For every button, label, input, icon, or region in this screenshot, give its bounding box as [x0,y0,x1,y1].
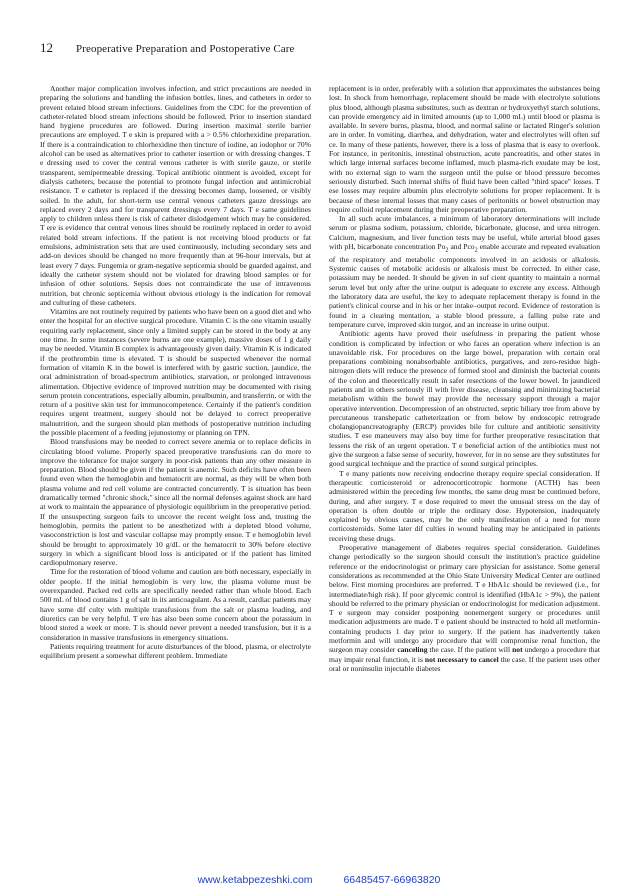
paragraph: T e many patients now receiving endocrine therapy require special consideration. If therapeutic corticosteroid or adrenocorticotropic hormone (ACTH) has been administered within the preceding few months, the same drug must be continued before, during, and after surgery. T e dose required to meet the unusual stress on the day of operation is often double or triple the ordinary dose. Hypotension, inadequately explained by obvious causes, may be the only manifestation of a need for more corticosteroids. Some later dif culties in wound healing may be anticipated in patients receiving these drugs. [329,468,600,543]
page-header [40,40,600,56]
paragraph: Patients requiring treatment for acute disturbances of the blood, plasma, or electrolyte equilibrium present a somewhat different problem. Immediate [40,641,311,661]
text-run: In all such acute imbalances, a minimum of laboratory determinations will include serum or plasma sodium, potassium, chloride, bicarbonate, glucose, and urea nitrogen. Calcium, magnesium, and liver function tests may be useful, while arterial blood gases with pH, bicarbonate concentration Po [329,214,600,252]
text-run: Preoperative management of diabetes requires special consideration. Guidelines change periodically so the surgeon should consult the institution's practice guideline reference or the endocrinologist or primary care physician for assistance. Some general considerations as recommended at the Ohio State University Medical Center are outlined below. First morning procedures are preferred. T e HbA1c should be reviewed (i.e., for intermediate/high risk). If poor glycemic control is identified (HbA1c > 9%), the patient should be referred to the primary physician or endocrinologist for medication adjustment. T e surgeon may consider postponing nonemergent surgery or procedures until medication adjustments are made. T e patient should be instructed to hold all metformin-containing products 1 day prior to surgery. If the patient has inadvertently taken metformin and will undergo any procedure that will compromise renal function, the surgeon may consider [329,543,600,655]
bold-text: not necessary to cancel [424,654,499,664]
text-run: the case. If the patient will [427,645,513,655]
paragraph: replacement is in order, preferably with a solution that approximates the substances being lost. In shock from hemorrhage, replacement should be made with electrolyte solutions plus blood, although plasma substitutes, such as dextran or hydroxyethyl starch solutions, can provide emergency aid in limited amounts (up to 1,000 mL) until blood or plasma is available. In severe burns, plasma, blood, and normal saline or lactated Ringer's solution are in order. In vomiting, diarrhea, and dehydration, water and electrolytes will often suf ce. In many of these patients, however, there is a loss of plasma that is easy to overlook. For instance, in peritonitis, intestinal obstruction, acute pancreatitis, and other states in which large internal surfaces become inflamed, much plasma-rich exudate may be lost, with no external sign to warn the surgeon until the pulse or blood pressure becomes seriously disturbed. Such internal shifts of fluid have been called "third space" losses. T ese losses may require albumin plus electrolyte solutions for proper replacement. It is because of these internal losses that many cases of peritonitis or bowel obstruction may require colloid replacement during their preoperative preparation. [329,84,600,214]
page-number: 12 [40,40,53,55]
paragraph: Vitamins are not routinely required by patients who have been on a good diet and who enter the hospital for an elective surgical procedure. Vitamin C is the one vitamin usually requiring early replacement, since only a limited supply can be stored in the body at any one time. In some instances (severe burns are one example), massive doses of 1 g daily may be needed. Vitamin B complex is advantageously given daily. Vitamin K is indicated if the prothrombin time is elevated. T is should be suspected whenever the normal formation of vitamin K in the bowel is interfered with by gastric suction, jaundice, the oral administration of broad-spectrum antibiotics, starvation, or prolonged intravenous alimentation. Objective evidence of improved nutrition may be documented with rising serum protein concentrations, especially albumin, prealbumin, and transferrin, or with the return of a positive skin test for immunocompetence. Certainly if the patient's condition requires urgent treatment, surgery should not be delayed to correct preoperative malnutrition, and the surgeon should plan methods of postoperative nutrition including the possible placement of a feeding jejunostomy or planning on TPN. [40,307,311,437]
paragraph: Antibiotic agents have proved their usefulness in preparing the patient whose condition is complicated by infection or who faces an operation where infection is an unavoidable risk. For procedures on the large bowel, preparation with certain oral preparations combining nonabsorbable antibiotics, purgatives, and zero-residue high-nitrogen diets will reduce the presence of formed stool and diminish the bacterial counts of the colon and theoretically result in safer resections of the lower bowel. In jaundiced patients and in others seriously ill with liver disease, cleansing and minimizing bacterial metabolism within the bowel may provide the necessary support through a major operative intervention. Decompression of an obstructed, septic biliary tree from above by percutaneous transhepatic catheterization or from below by endoscopic retrograde cholangiopancreatography (ERCP) provides bile for culture and antibiotic sensitivity studies. T ese maneuvers may also buy time for further preoperative resuscitation that lessens the risk of an urgent operation. T e beneficial action of the antibiotics must not give the surgeon a false sense of security, however, for in no sense are they substitutes for good surgical technique and the practice of sound surgical principles. [329,329,600,469]
subscript: 2 [474,246,478,254]
text-run: undergo a procedure that may impair renal function, it is [329,645,600,664]
text-run: and Pco [448,242,475,252]
footer-website-link[interactable]: www.ketabpezeshki.com [197,874,313,886]
footer-phone: 66485457-66963820 [343,874,441,886]
bold-text: not [512,645,523,655]
paragraph: Another major complication involves infection, and strict precautions are needed in preparing the solutions and handling the infusion bottles, lines, and catheters in order to prevent related blood stream infections. Guidelines from the CDC for the prevention of catheter-related blood stream infections should be followed. Prior to insertion standard hand hygiene procedures are followed. During insertion maximal sterile barrier precautions are employed. T e skin is prepared with a > 0.5% chlorhexidine preparation. If there is a contraindication to chlorhexidine then tincture of iodine, an iodophor or 70% alcohol can be used as alternatives prior to catheter insertion or with dressing changes. T e dressing used to cover the central venous catheter is with sterile gauze, or sterile transparent, semipermeable dressing. Topical antibiotic ointment is avoided, except for dialysis catheters, because the potential to promote fungal infection and antimicrobial resistance. T e catheter is replaced if the dressing becomes damp, loosened, or visibly soiled. In the adult, for short-term use central venous catheters gauze dressings are replaced every 2 days and for transparent dressings every 7 days. T e same guidelines apply to children unless there is risk of catheter dislodgement which may be considered. T ere is evidence that central venous lines should be routinely replaced in order to avoid related bold stream infections. If the patient is not receiving blood products or fat emulsions, administration sets that are used continuously, including secondary sets and add-on devices should be changed no more frequently than at 96-hour intervals, but at least every 7 days. Fungemia or gram-negative septicemia should be guarded against, and ideally the catheter system should not be violated for drawing blood samples or for infusion of other solutions. Sepsis does not contraindicate the use of intravenous nutrition, but chronic septicemia without obvious etiology is the indication for removal and culturing of these catheters. [40,84,311,307]
subscript: 2 [445,246,449,254]
text-run: enable accurate and repeated evaluation of the respiratory and metabolic components involved in an acidosis or alkalosis. Systemic causes of metabolic acidosis or alkalosis must be corrected. In either case, potassium may be needed. It should be given in suf cient quantity to maintain a normal serum level but only after the urine output is adequate to excrete any excess. Although the laboratory data are useful, the key to adequate replacement therapy is found in the patient's clinical course and in his or her intake–output record. Evidence of restoration is found in a clearing mentation, a stable blood pressure, a falling pulse rate and temperature curve, improved skin turgor, and an increase in urine output. [329,242,600,329]
left-column [40,84,311,844]
right-column [329,84,600,844]
text-columns [40,84,600,844]
bold-text: canceling [397,645,428,655]
paragraph [329,214,600,329]
paragraph: Blood transfusions may be needed to correct severe anemia or to replace deficits in circulating blood volume. Properly spaced preoperative transfusions can do more to improve the tolerance for major surgery in poor-risk patients than any other measure in preparation. Blood should be given if the patient is anemic. Such deficits have often been found even when the hemoglobin and hematocrit are normal, as they will be when both plasma volume and red cell volume are contracted concurrently. T is situation has been dramatically termed "chronic shock," since all the normal defenses against shock are hard at work to maintain the appearance of physiologic equilibrium in the preoperative period. If the unsuspecting surgeon fails to uncover the recent weight loss and, trusting the hemoglobin, permits the patient to be anesthetized with a depleted blood volume, vasoconstriction is lost and vascular collapse may promptly ensue. T e hemoglobin level should be brought to approximately 10 g/dL or the hematocrit to 30% before elective surgery in which a significant blood loss is anticipated or if the patient has limited cardiopulmonary reserve. [40,437,311,568]
running-title: Preoperative Preparation and Postoperative Care [76,43,295,55]
paragraph: Time for the restoration of blood volume and caution are both necessary, especially in older people. If the initial hemoglobin is very low, the plasma volume must be overexpanded. Packed red cells are specifically needed rather than whole blood. Each 500 mL of blood contains 1 g of salt in its anticoagulant. As a result, cardiac patients may have some dif culty with multiple transfusions from the salt or plasma loading, and diuretics can be very helpful. T ere has also been some concern about the potassium in blood stored a week or more. T is should never prevent a needed transfusion, but it is a consideration in massive transfusions in emergency situations. [40,567,311,642]
paragraph [329,543,600,673]
text-run: the case. If the patient uses other oral or noninsulin injectable diabetes [329,654,600,673]
page-footer [0,874,638,886]
